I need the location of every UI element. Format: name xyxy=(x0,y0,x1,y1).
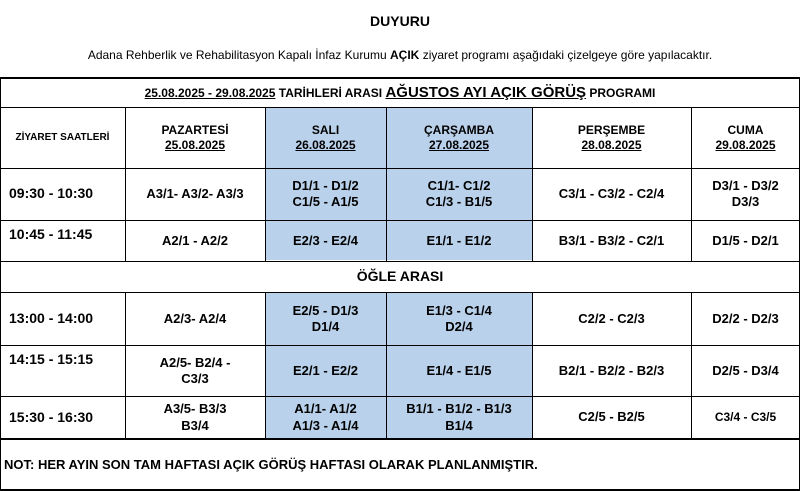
banner-end: PROGRAMI xyxy=(589,85,656,100)
schedule-cell xyxy=(265,293,386,345)
ward-list: C1/3 - B1/5 xyxy=(425,194,493,209)
banner-dates: 25.08.2025 - 29.08.2025 xyxy=(144,85,276,100)
day-name: PAZARTESİ xyxy=(161,123,229,137)
schedule-cell xyxy=(532,293,691,345)
ward-list: E2/3 - E2/4 xyxy=(292,232,359,248)
schedule-cell xyxy=(265,346,386,396)
ward-list: C2/5 - B2/5 xyxy=(578,409,645,425)
schedule-cell xyxy=(386,397,532,438)
time-slot: 14:15 - 15:15 xyxy=(9,351,94,368)
ward-list: B1/1 - B1/2 - B1/3 xyxy=(406,401,512,417)
ward-list: E1/1 - E1/2 xyxy=(426,232,492,248)
schedule-cell xyxy=(691,346,800,396)
schedule-cell xyxy=(125,346,265,396)
schedule-cell xyxy=(532,346,691,396)
ward-list: D2/2 - D2/3 xyxy=(712,310,779,326)
ward-list: E2/5 - D1/3 xyxy=(292,302,359,318)
ward-list: C1/1- C1/2 xyxy=(427,177,491,193)
column-rule xyxy=(532,107,533,262)
table-border-left xyxy=(0,77,1,491)
day-header-friday xyxy=(691,108,800,168)
schedule-cell xyxy=(386,220,532,262)
schedule-cell xyxy=(386,293,532,345)
table-rule xyxy=(0,220,800,221)
table-rule xyxy=(0,168,800,169)
day-date: 28.08.2025 xyxy=(581,138,642,152)
intro-after: ziyaret programı aşağıdaki çizelgeye göre yapılacaktır. xyxy=(422,47,713,62)
schedule-cell xyxy=(386,168,532,220)
ward-list: E1/4 - E1/5 xyxy=(426,362,492,378)
day-header-thursday xyxy=(532,108,691,168)
ward-list: A2/1 - A2/2 xyxy=(162,232,228,248)
ward-list: C1/5 - A1/5 xyxy=(292,194,359,209)
schedule-cell xyxy=(386,346,532,396)
time-slot: 10:45 - 11:45 xyxy=(9,226,93,242)
ward-list: C2/2 - C2/3 xyxy=(578,310,645,326)
schedule-cell xyxy=(532,220,691,262)
day-header-wednesday xyxy=(386,108,532,168)
column-rule xyxy=(386,107,387,262)
page-title: DUYURU xyxy=(370,13,430,30)
table-rule xyxy=(0,396,800,397)
ward-list: B1/4 xyxy=(445,417,473,433)
time-slot: 13:00 - 14:00 xyxy=(9,310,94,327)
schedule-cell xyxy=(125,397,265,438)
schedule-cell xyxy=(125,293,265,345)
ward-list: A2/3- A2/4 xyxy=(163,310,227,326)
day-header-monday xyxy=(125,108,265,168)
banner-title: AĞUSTOS AYI AÇIK GÖRÜŞ xyxy=(385,83,587,101)
lunch-break: ÖĞLE ARASI xyxy=(356,268,444,285)
ward-list: D2/4 xyxy=(445,319,473,334)
schedule-cell xyxy=(691,397,800,438)
schedule-cell xyxy=(265,220,386,262)
ward-list: A1/3 - A1/4 xyxy=(292,417,359,433)
day-header-tuesday xyxy=(265,108,386,168)
day-name: ÇARŞAMBA xyxy=(424,123,494,137)
ward-list: A2/5- B2/4 - xyxy=(159,354,231,370)
column-rule xyxy=(265,292,266,439)
day-name: CUMA xyxy=(727,123,764,137)
ward-list: C3/3 xyxy=(181,371,209,386)
table-rule xyxy=(0,438,800,440)
day-name: PERŞEMBE xyxy=(577,123,646,137)
ward-list: D2/5 - D3/4 xyxy=(712,362,779,378)
ward-list: B3/1 - B3/2 - C2/1 xyxy=(558,232,665,248)
schedule-cell xyxy=(691,220,800,262)
ward-list: D3/1 - D3/2 xyxy=(712,177,779,193)
column-rule xyxy=(386,292,387,439)
ward-list: D1/4 xyxy=(311,319,340,334)
time-column-header: ZİYARET SAATLERİ xyxy=(15,131,110,143)
footer-note: NOT: HER AYIN SON TAM HAFTASI AÇIK GÖRÜŞ HAFTASI OLARAK PLANLANMIŞTIR. xyxy=(4,456,538,472)
banner-mid: TARİHLERİ ARASI xyxy=(278,85,383,100)
day-date: 26.08.2025 xyxy=(295,138,356,152)
ward-list: D3/3 xyxy=(731,194,760,209)
intro-bold: AÇIK xyxy=(390,47,420,62)
day-date: 29.08.2025 xyxy=(715,138,776,152)
table-rule xyxy=(0,107,800,108)
ward-list: D1/1 - D1/2 xyxy=(292,177,359,193)
ward-list: B2/1 - B2/2 - B2/3 xyxy=(558,362,665,378)
table-rule xyxy=(0,292,800,293)
day-name: SALI xyxy=(311,123,340,137)
ward-list: E2/1 - E2/2 xyxy=(292,362,359,378)
ward-list: A3/1- A3/2- A3/3 xyxy=(146,185,244,201)
intro-text xyxy=(0,42,800,68)
day-date: 25.08.2025 xyxy=(164,138,226,152)
ward-list: D1/5 - D2/1 xyxy=(712,232,779,248)
time-slot: 15:30 - 16:30 xyxy=(9,408,94,425)
column-rule xyxy=(532,292,533,439)
schedule-cell xyxy=(125,220,265,262)
ward-list: E1/3 - C1/4 xyxy=(426,302,492,318)
schedule-cell xyxy=(691,293,800,345)
schedule-cell xyxy=(265,397,386,438)
column-rule xyxy=(691,292,692,439)
schedule-cell xyxy=(265,168,386,220)
program-banner xyxy=(0,79,800,107)
column-rule xyxy=(691,107,692,262)
intro-before: Adana Rehberlik ve Rehabilitasyon Kapalı İnfaz Kurumu xyxy=(87,47,387,62)
column-rule xyxy=(125,292,126,439)
table-rule xyxy=(0,261,800,262)
column-rule xyxy=(125,107,126,262)
ward-list: B3/4 xyxy=(181,417,209,433)
ward-list: A1/1- A1/2 xyxy=(294,401,357,417)
ward-list: A3/5- B3/3 xyxy=(163,401,227,417)
day-date: 27.08.2025 xyxy=(428,138,490,152)
column-rule xyxy=(265,107,266,262)
table-border-top xyxy=(0,77,800,79)
time-slot: 09:30 - 10:30 xyxy=(9,185,94,202)
schedule-cell xyxy=(125,168,265,220)
schedule-cell xyxy=(532,397,691,438)
ward-list: C3/4 - C3/5 xyxy=(714,410,777,424)
schedule-cell xyxy=(691,168,800,220)
table-rule xyxy=(0,345,800,346)
schedule-cell xyxy=(532,168,691,220)
ward-list: C3/1 - C3/2 - C2/4 xyxy=(558,185,665,201)
